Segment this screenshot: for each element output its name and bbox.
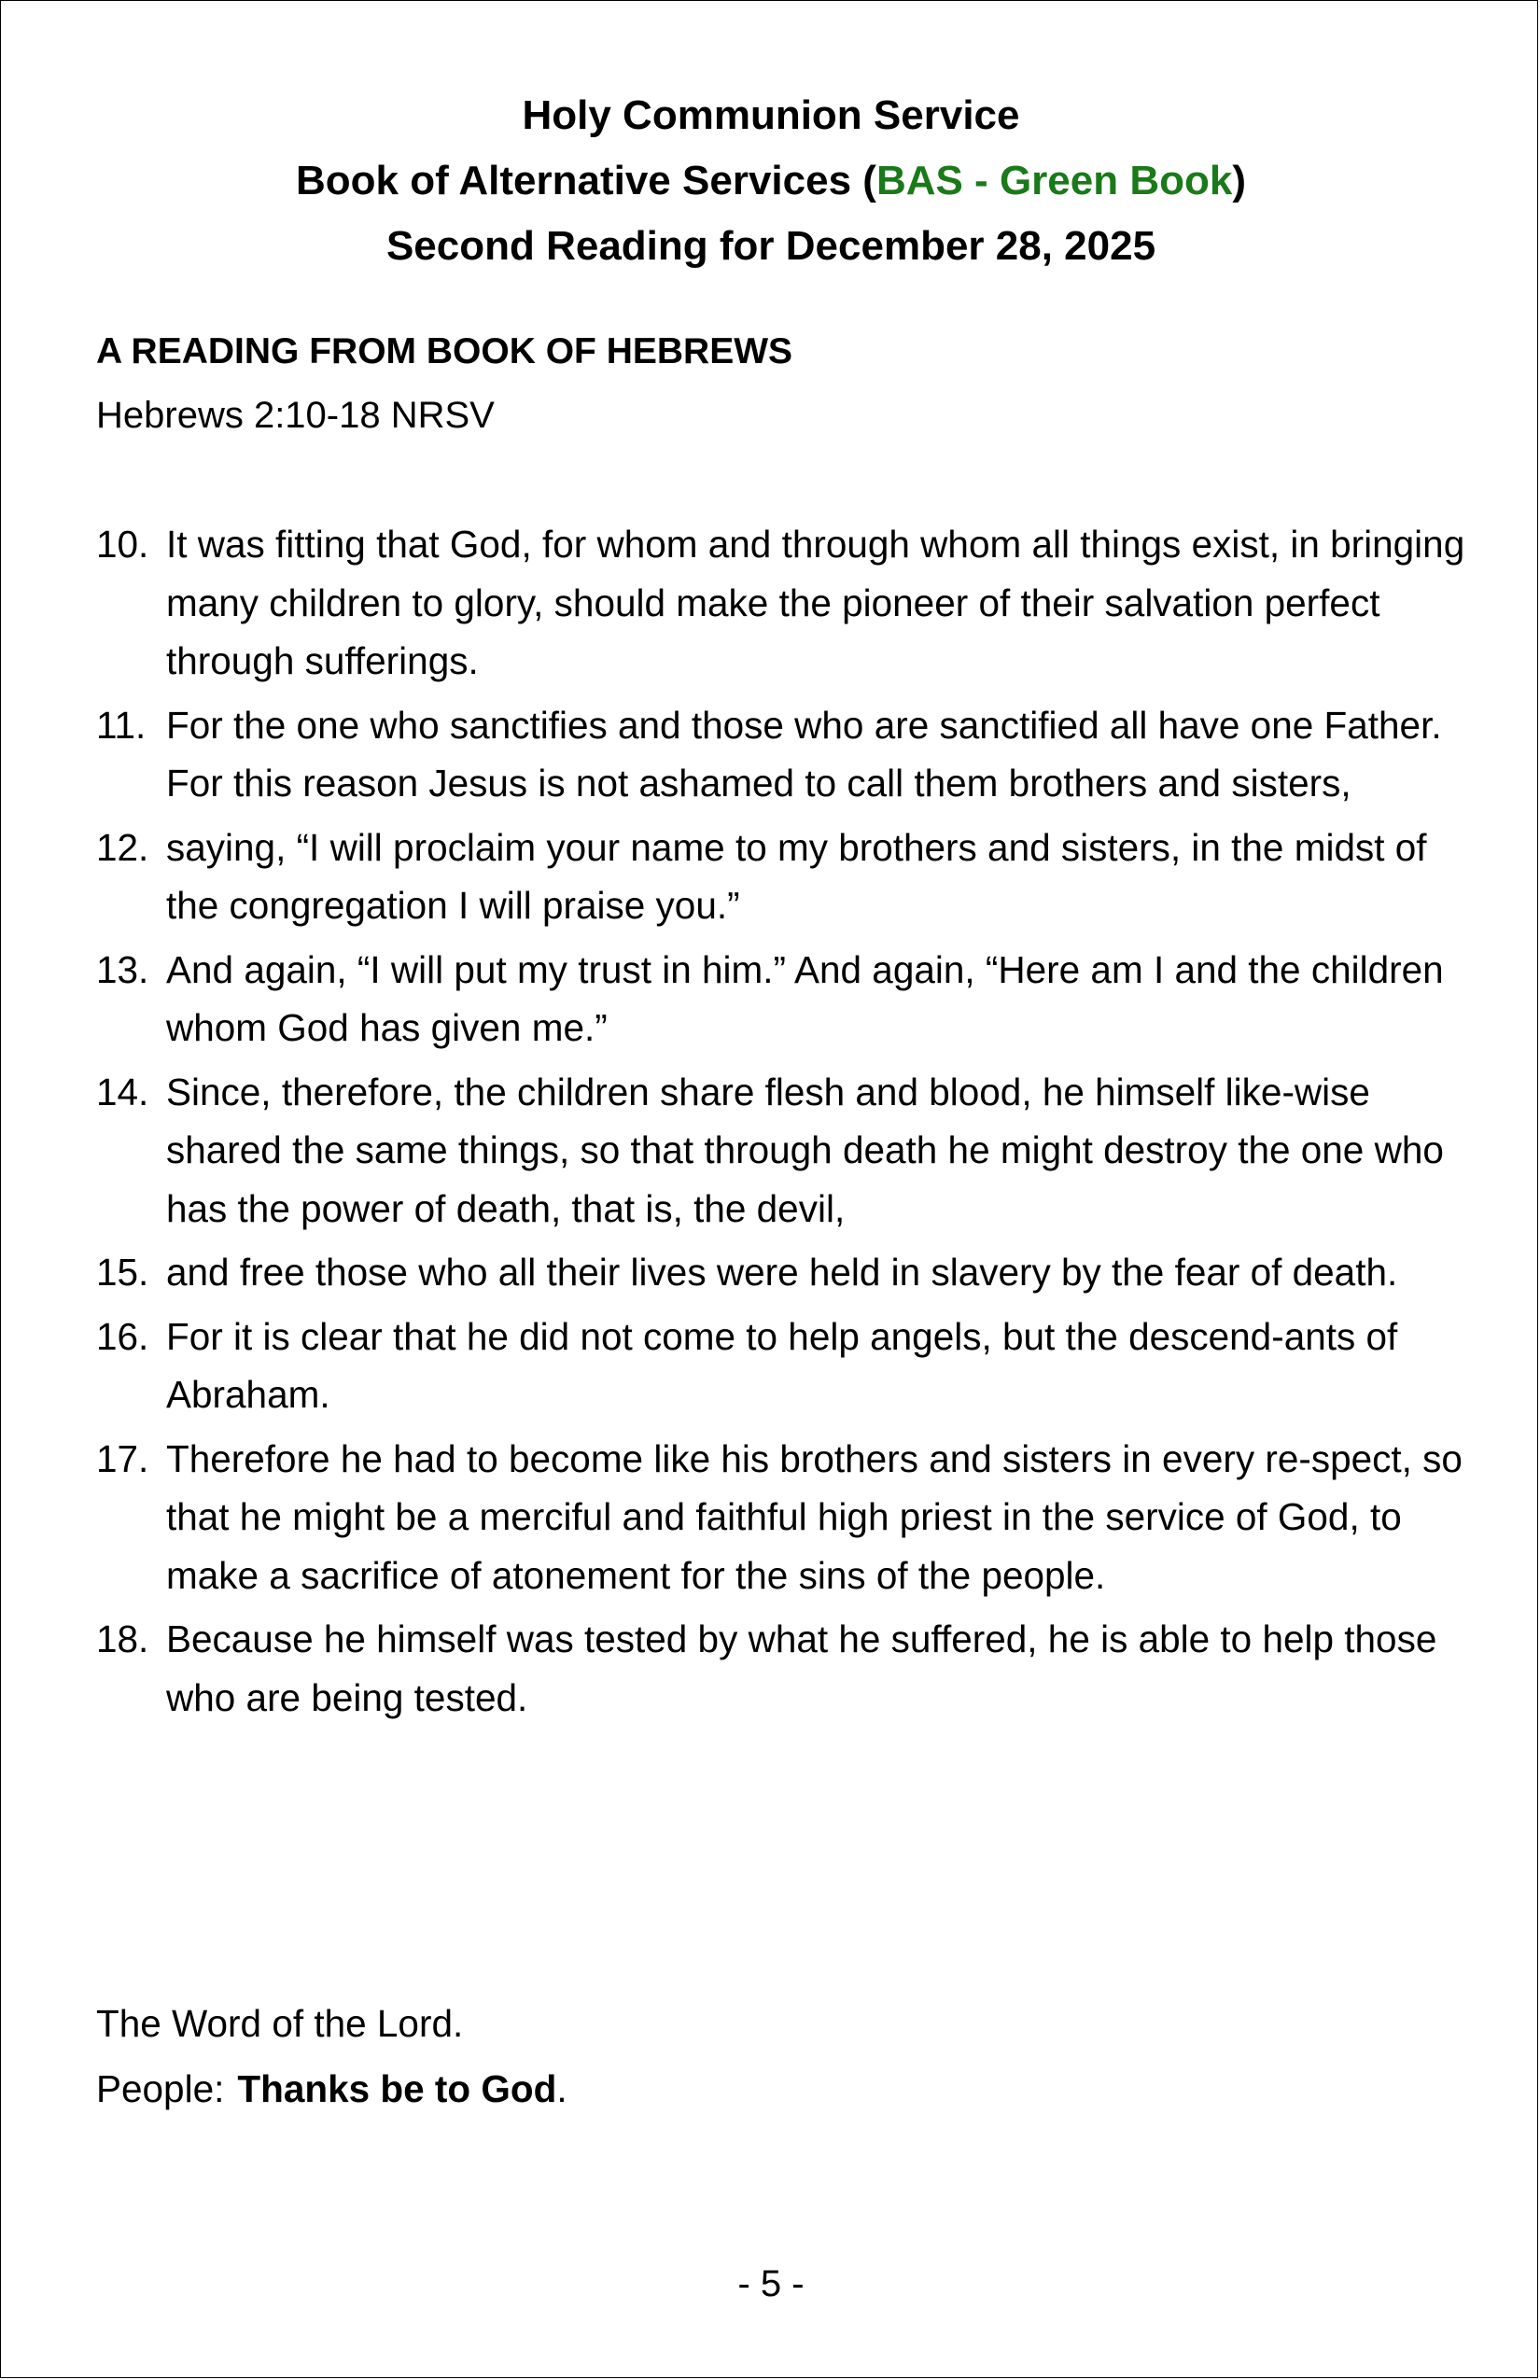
verse-text: Therefore he had to become like his brothers and sisters in every re-spect, so that he might be a merciful and faithful high priest in the service of God, to make a sacrifice of atonement for the sins of the people.	[166, 1436, 1463, 1597]
people-response	[96, 2056, 567, 2121]
verse-text: and free those who all their lives were held in slavery by the fear of death.	[166, 1251, 1398, 1294]
verse-number: 13.	[96, 947, 149, 991]
verse-item	[96, 941, 1477, 1057]
verse-text: Because he himself was tested by what he suffered, he is able to help those who are being tested.	[166, 1617, 1437, 1719]
book-title-prefix: Book of Alternative Services (	[296, 158, 876, 203]
verse-text: And again, “I will put my trust in him.” And again, “Here am I and the children whom God has given me.”	[166, 947, 1444, 1049]
closing-responses	[96, 1991, 567, 2121]
verse-number: 16.	[96, 1314, 149, 1358]
verse-number: 11.	[96, 703, 147, 747]
book-title	[1, 148, 1540, 214]
verse-item	[96, 1610, 1477, 1727]
verse-number: 10.	[96, 523, 149, 566]
bas-green-book-label: BAS - Green Book	[875, 158, 1233, 203]
verse-item	[96, 1430, 1477, 1605]
verse-item	[96, 696, 1477, 813]
verse-number: 15.	[96, 1251, 149, 1294]
service-title: Holy Communion Service	[522, 92, 1020, 138]
reading-date-title: Second Reading for December 28, 2025	[385, 223, 1156, 269]
verse-number: 12.	[96, 825, 149, 869]
verse-item	[96, 1063, 1477, 1239]
page-number: - 5 -	[737, 2263, 805, 2304]
verse-item	[96, 819, 1477, 935]
people-label: People:	[96, 2067, 225, 2110]
verse-text: Since, therefore, the children share flesh and blood, he himself like-wise shared the same things, so that through death he might destroy the one who has the power of death, that is, the devil,	[166, 1070, 1444, 1230]
verse-text: It was fitting that God, for whom and through whom all things exist, in bringing many children to glory, should make the pioneer of their salvation perfect through sufferings.	[166, 523, 1465, 682]
verse-item	[96, 1308, 1477, 1424]
response-period: .	[556, 2067, 567, 2110]
verse-list	[96, 515, 1477, 1732]
book-title-suffix: )	[1232, 158, 1246, 203]
service-header	[1, 83, 1540, 279]
word-of-the-lord: The Word of the Lord.	[96, 2002, 464, 2045]
verse-number: 14.	[96, 1070, 149, 1113]
verse-number: 18.	[96, 1617, 149, 1660]
verse-text: For the one who sanctifies and those who are sanctified all have one Father. For this reason Jesus is not ashamed to call them brothers and sisters,	[166, 703, 1442, 805]
verse-text: For it is clear that he did not come to help angels, but the descend-ants of Abraham.	[166, 1314, 1398, 1416]
verse-item	[96, 515, 1477, 691]
verse-number: 17.	[96, 1436, 149, 1480]
verse-text: saying, “I will proclaim your name to my brothers and sisters, in the midst of the congregation I will praise you.”	[166, 825, 1427, 927]
scripture-reference: Hebrews 2:10-18 NRSV	[96, 395, 495, 436]
verse-item	[96, 1243, 1477, 1302]
reading-heading: A READING FROM BOOK OF HEBREWS	[96, 331, 793, 371]
thanks-be-to-god: Thanks be to God	[237, 2067, 557, 2110]
